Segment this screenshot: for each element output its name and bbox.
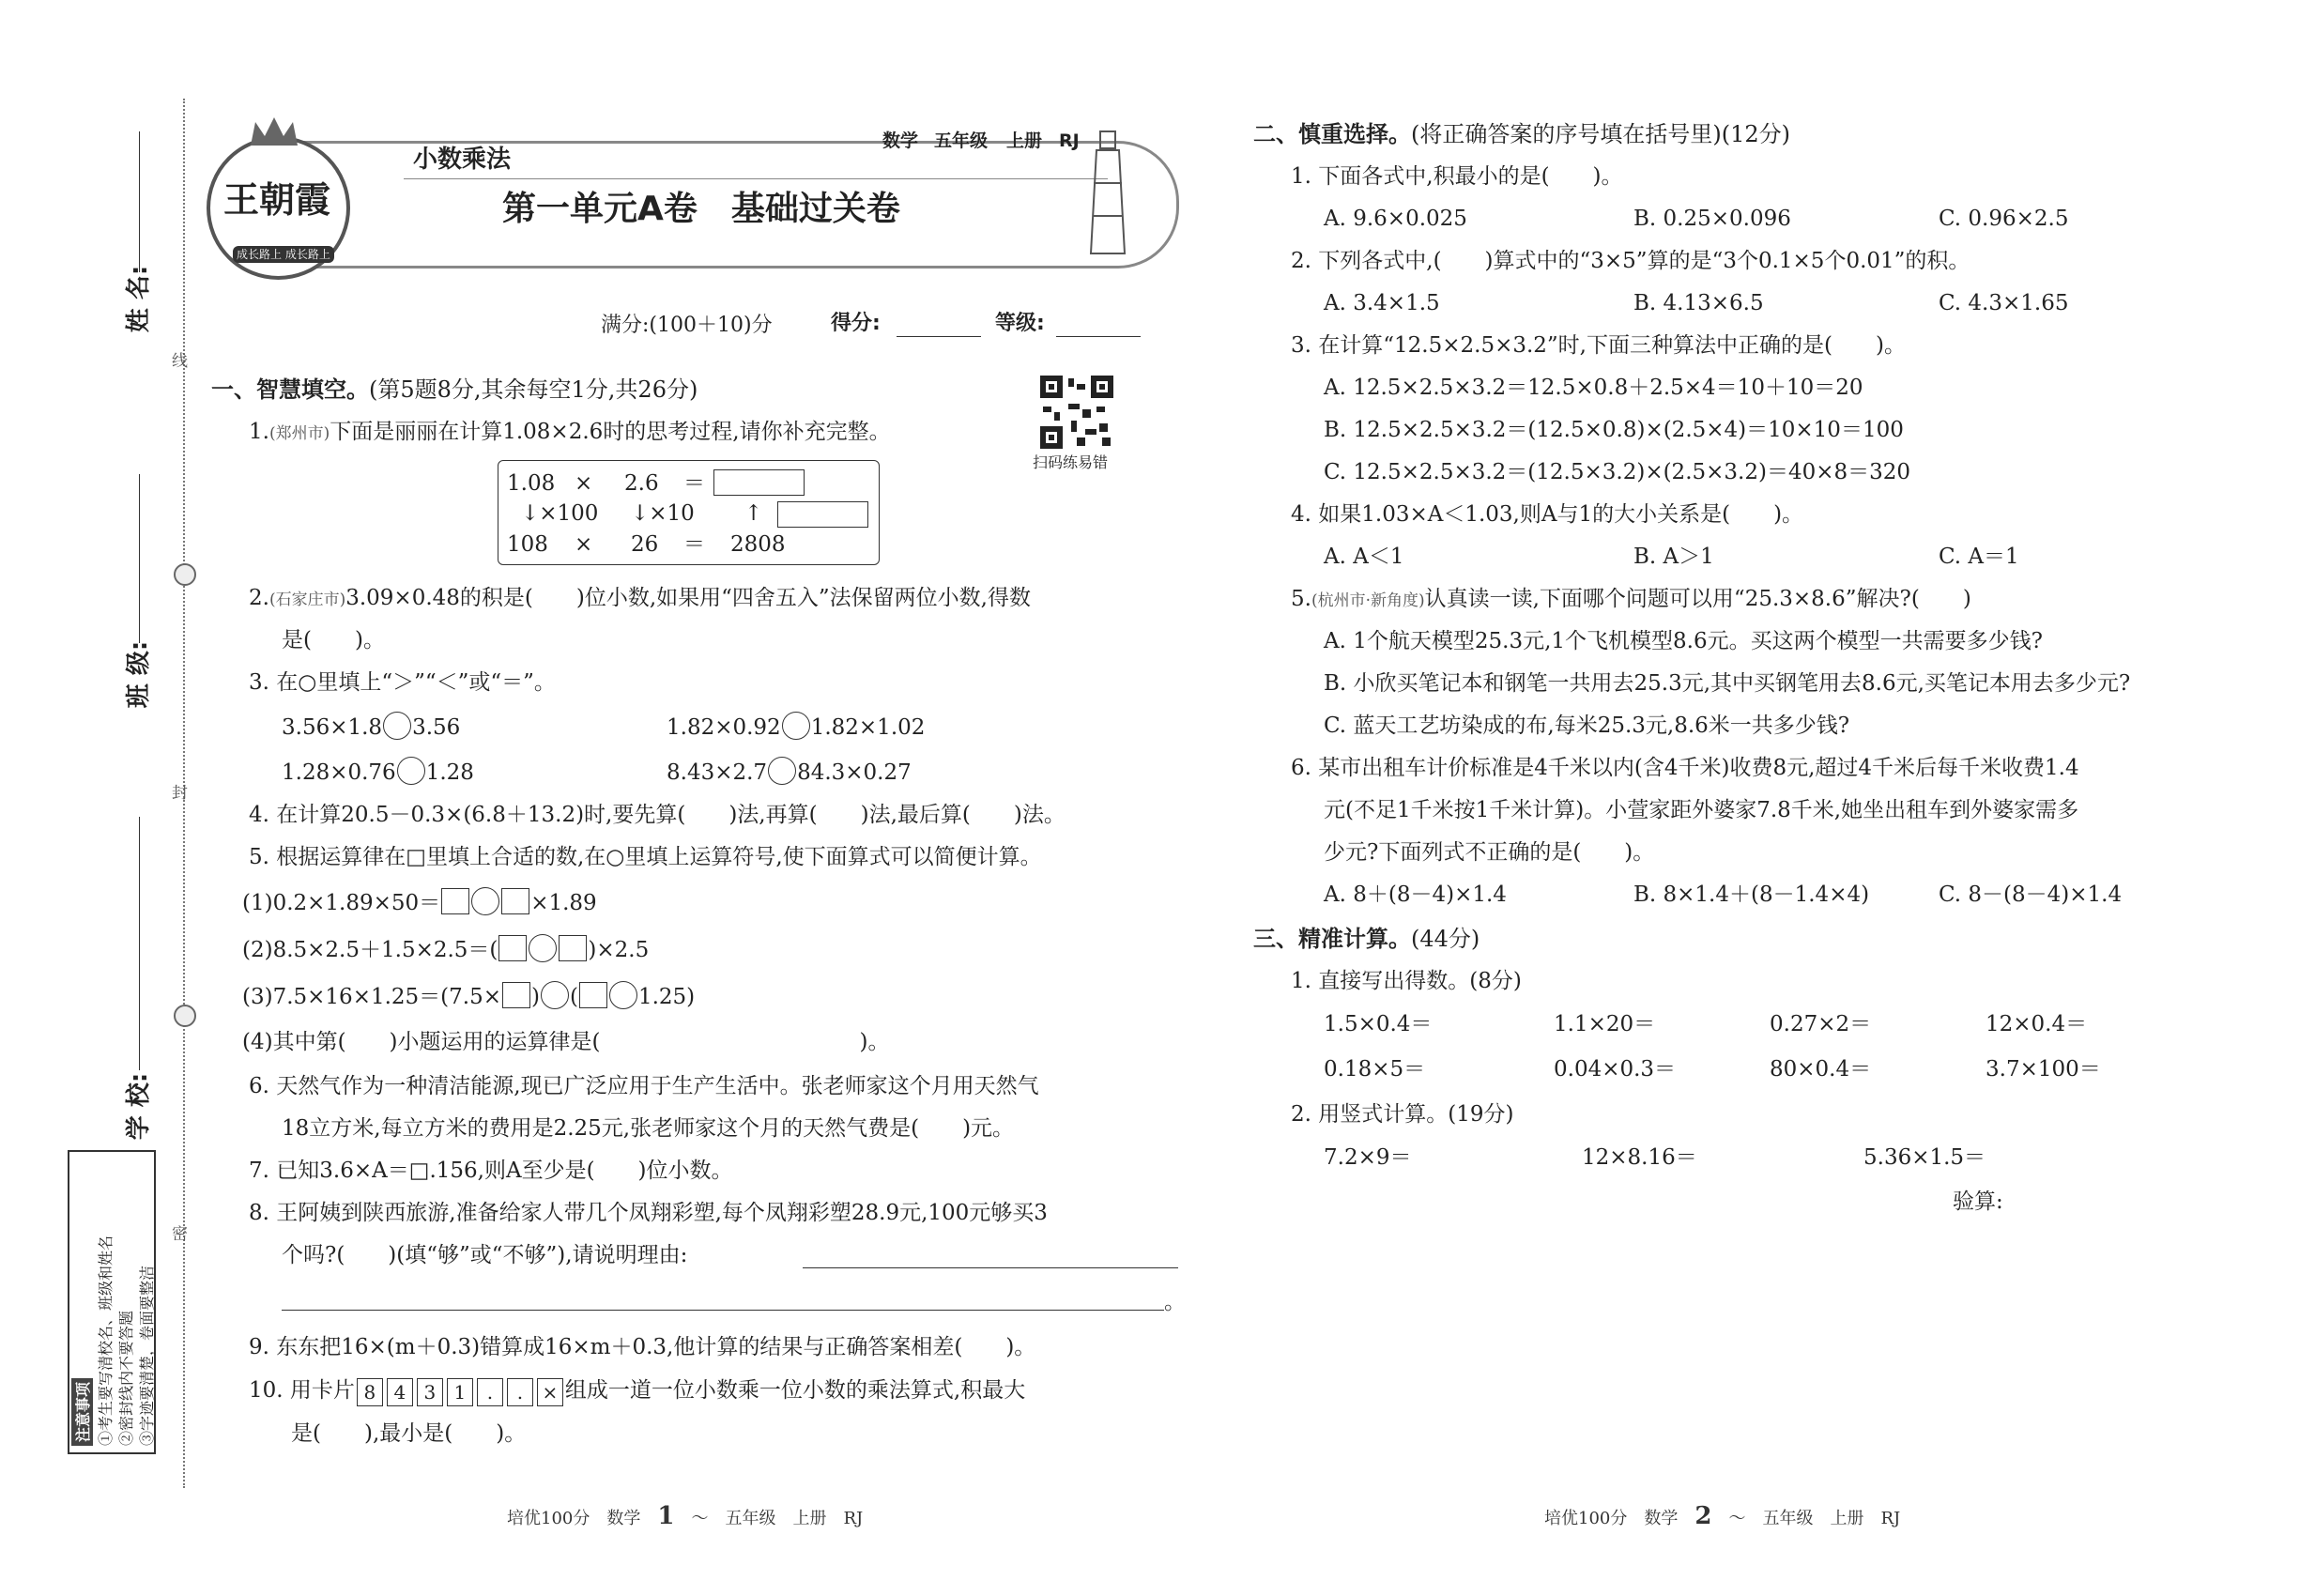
- grade-blank[interactable]: [1056, 336, 1141, 337]
- q8-answer-line-1[interactable]: [803, 1267, 1178, 1268]
- q9-line: 9. 东东把16×(m＋0.3)错算成16×m＋0.3,他计算的结果与正确答案相差( )。: [249, 1335, 1036, 1359]
- q5-3-start: (3)7.5×16×1.25＝(7.5×: [242, 985, 501, 1009]
- r-q2-b[interactable]: B. 4.13×6.5: [1633, 291, 1764, 315]
- r-q5-c[interactable]: C. 蓝天工艺坊染成的布,每米25.3元,8.6米一共多少钱?: [1324, 714, 1850, 738]
- brand-logo: 王朝霞: [223, 178, 331, 221]
- q2-line2: 是( )。: [282, 628, 385, 652]
- q3-d-right: 84.3×0.27: [797, 760, 912, 785]
- q8-line2: 个吗?( )(填“够”或“不够”),请说明理由:: [282, 1243, 688, 1267]
- q3-d-circle[interactable]: [768, 757, 796, 785]
- q5-3-end: 1.25): [637, 985, 696, 1009]
- q3-b: [667, 712, 925, 742]
- q1-r3-b: ×: [575, 532, 593, 557]
- footer-right-subject: 数学: [1644, 1509, 1679, 1528]
- r-q5-text: 认真读一读,下面哪个问题可以用“25.3×8.6”解决?( ): [1424, 587, 1971, 611]
- q10-card-times: ×: [537, 1378, 563, 1406]
- q3-b-left: 1.82×0.92: [667, 715, 781, 740]
- r-q6-a[interactable]: A. 8＋(8－4)×1.4: [1324, 882, 1507, 907]
- r-q6-line2: 元(不足1千米按1千米计算)。小萱家距外婆家7.8千米,她坐出租车到外婆家需多: [1324, 798, 2079, 822]
- q5-2-circle[interactable]: [529, 934, 557, 962]
- q3-b-right: 1.82×1.02: [810, 715, 926, 740]
- section3-title: [1253, 925, 1480, 953]
- q5-2-box-2[interactable]: [559, 935, 587, 961]
- c2-line: 2. 用竖式计算。(19分): [1291, 1102, 1514, 1127]
- r-q1-c[interactable]: C. 0.96×2.5: [1939, 207, 2069, 231]
- q5-3-open: (: [569, 985, 578, 1009]
- name-blank[interactable]: [139, 131, 140, 272]
- q1-number: 1.: [249, 420, 269, 444]
- footer-right-series: 培优100分: [1544, 1509, 1628, 1528]
- q8-end: 。: [1164, 1290, 1186, 1314]
- r-q4: 4. 如果1.03×A＜1.03,则A与1的大小关系是( )。: [1291, 502, 1804, 527]
- r-q5-tag: (杭州市·新角度): [1311, 591, 1425, 610]
- q1-tag: (郑州市): [268, 424, 330, 443]
- section3-heading: 三、精准计算。: [1253, 926, 1411, 952]
- q3-a-right: 3.56: [412, 715, 461, 740]
- q4-line: 4. 在计算20.5－0.3×(6.8＋13.2)时,要先算( )法,再算( )法,最后算( )法。: [249, 803, 1066, 827]
- notes-title: 注意事项: [71, 1378, 93, 1446]
- footer-right-grade: 五年级: [1762, 1509, 1814, 1528]
- q10-mid: 组成一道一位小数乘一位小数的乘法算式,积最大: [564, 1378, 1026, 1403]
- binding-hole-icon: [174, 1005, 196, 1027]
- q5-1-circle[interactable]: [471, 887, 499, 915]
- note-3: ③字迹要清楚，卷面要整洁: [138, 1265, 156, 1446]
- q1-r3-a: 108: [507, 532, 548, 557]
- q1-r2-b: ↓×10: [631, 501, 695, 526]
- q1-answer-box-2[interactable]: [777, 501, 868, 528]
- q5-3-box-2[interactable]: [579, 982, 607, 1008]
- q3-a-circle[interactable]: [383, 712, 411, 740]
- c2-item-2: 12×8.16＝: [1582, 1145, 1697, 1170]
- q1-r2-c: ↑: [744, 501, 763, 526]
- q3-line: 3. 在○里填上“＞”“＜”或“＝”。: [249, 670, 556, 695]
- r-q3-c[interactable]: C. 12.5×2.5×3.2＝(12.5×3.2)×(2.5×3.2)＝40×8＝320: [1324, 460, 1911, 484]
- brand-subtitle: 成长路上 成长路上: [233, 246, 334, 263]
- q5-3-circle-1[interactable]: [541, 981, 569, 1009]
- q10-card-1: 1: [447, 1378, 473, 1406]
- c1-item-4: 12×0.4＝: [1986, 1012, 2088, 1036]
- footer-left-edition: RJ: [843, 1509, 864, 1528]
- r-q6-line3: 少元?下面列式不正确的是( )。: [1324, 840, 1655, 865]
- seal-char-2: 封: [172, 784, 188, 803]
- note-1: ①考生要写清校名、班级和姓名: [97, 1235, 115, 1446]
- q1-answer-box-1[interactable]: [713, 469, 805, 496]
- q2-text: 3.09×0.48的积是( )位小数,如果用“四舍五入”法保留两位小数,得数: [345, 586, 1031, 610]
- footer-left-swoosh-icon: ～: [674, 1509, 726, 1528]
- q10-card-4: 4: [387, 1378, 413, 1406]
- q1-r2-a: ↓×100: [521, 501, 599, 526]
- r-q6-b[interactable]: B. 8×1.4＋(8－1.4×4): [1633, 882, 1870, 907]
- r-q3: 3. 在计算“12.5×2.5×3.2”时,下面三种算法中正确的是( )。: [1291, 333, 1906, 358]
- c1-item-1: 1.5×0.4＝: [1324, 1012, 1433, 1036]
- q10-line1: [249, 1376, 1025, 1406]
- seal-char-3: 密: [172, 1225, 188, 1244]
- q3-c: [282, 757, 474, 787]
- class-blank[interactable]: [139, 474, 140, 643]
- footer-right: [1544, 1502, 1900, 1533]
- meta-subject: 数学: [882, 130, 919, 151]
- q5-3: [242, 981, 695, 1011]
- q1-r1-d: ＝: [683, 471, 705, 496]
- q1-r1-c: 2.6: [624, 471, 659, 496]
- q8-line1: 8. 王阿姨到陕西旅游,准备给家人带几个凤翔彩塑,每个凤翔彩塑28.9元,100元够买3: [249, 1201, 1048, 1225]
- r-q4-a[interactable]: A. A＜1: [1324, 545, 1404, 569]
- footer-right-swoosh-icon: ～: [1711, 1509, 1763, 1528]
- r-q3-a[interactable]: A. 12.5×2.5×3.2＝12.5×0.8＋2.5×4＝10＋10＝20: [1324, 376, 1863, 400]
- c1-item-2: 1.1×20＝: [1554, 1012, 1656, 1036]
- q8-answer-line-2[interactable]: [282, 1310, 1164, 1311]
- c2-item-3: 5.36×1.5＝: [1863, 1145, 1986, 1170]
- r-q2: 2. 下列各式中,( )算式中的“3×5”算的是“3个0.1×5个0.01”的积。: [1291, 249, 1970, 273]
- q10-line2: 是( ),最小是( )。: [291, 1421, 527, 1446]
- footer-left-term: 上册: [792, 1509, 827, 1528]
- r-q5-a[interactable]: A. 1个航天模型25.3元,1个飞机模型8.6元。买这两个模型一共需要多少钱?: [1324, 629, 2043, 653]
- score-label: 得分:: [831, 312, 881, 335]
- section3-note: (44分): [1411, 926, 1480, 952]
- c1-item-7: 80×0.4＝: [1770, 1057, 1872, 1082]
- footer-right-edition: RJ: [1880, 1509, 1901, 1528]
- footer-left-page-number: 1: [657, 1502, 675, 1530]
- qr-caption: 扫码练易错: [1033, 453, 1109, 471]
- score-blank[interactable]: [897, 336, 981, 337]
- r-q1-b[interactable]: B. 0.25×0.096: [1633, 207, 1791, 231]
- q5-1: [242, 887, 597, 917]
- q2-number: 2.: [249, 586, 269, 610]
- q5-2-box-1[interactable]: [498, 935, 527, 961]
- q5-3-close: ): [531, 985, 540, 1009]
- q5-2-start: (2)8.5×2.5＋1.5×2.5＝(: [242, 938, 498, 962]
- subject-underline: [404, 178, 1108, 179]
- footer-left-grade: 五年级: [725, 1509, 776, 1528]
- q5-1-start: (1)0.2×1.89×50＝: [242, 891, 441, 915]
- r-q5-b[interactable]: B. 小欣买笔记本和钢笔一共用去25.3元,其中买钢笔用去8.6元,买笔记本用去多少元?: [1324, 671, 2131, 696]
- q1-text: 下面是丽丽在计算1.08×2.6时的思考过程,请你补充完整。: [330, 420, 891, 444]
- section2-note: (将正确答案的序号填在括号里)(12分): [1411, 121, 1790, 147]
- q3-b-circle[interactable]: [782, 712, 810, 740]
- check-label: 验算:: [1953, 1189, 2003, 1214]
- q5-1-end: ×1.89: [530, 891, 597, 915]
- q5-2-end: )×2.5: [588, 938, 650, 962]
- q2-line: [249, 584, 1031, 614]
- lighthouse-icon: [1080, 127, 1136, 258]
- q5-line: 5. 根据运算律在□里填上合适的数,在○里填上运算符号,使下面算式可以简便计算。: [249, 845, 1042, 869]
- q3-a-left: 3.56×1.8: [282, 715, 383, 740]
- footer-right-page-number: 2: [1694, 1502, 1712, 1530]
- footer-left-subject: 数学: [606, 1509, 641, 1528]
- c1-item-6: 0.04×0.3＝: [1554, 1057, 1677, 1082]
- q3-c-circle[interactable]: [397, 757, 425, 785]
- q1-r1-a: 1.08: [507, 471, 556, 496]
- r-q5-number: 5.: [1291, 587, 1311, 611]
- q5-3-circle-2[interactable]: [609, 981, 637, 1009]
- class-label: 班 级:: [125, 640, 154, 709]
- r-q6-c[interactable]: C. 8－(8－4)×1.4: [1939, 882, 2123, 907]
- q1-r3-e: 2808: [730, 532, 786, 557]
- meta-grade: 五年级: [934, 130, 989, 151]
- grade-label: 等级:: [995, 312, 1045, 335]
- r-q6-line1: 6. 某市出租车计价标准是4千米以内(含4千米)收费8元,超过4千米后每千米收费1.4: [1291, 756, 2079, 780]
- r-q2-c[interactable]: C. 4.3×1.65: [1939, 291, 2069, 315]
- crown-icon: [246, 113, 302, 150]
- section1-title: [211, 376, 698, 404]
- school-blank[interactable]: [139, 817, 140, 1070]
- q5-1-box-1[interactable]: [441, 888, 469, 914]
- q5-2: [242, 934, 649, 964]
- r-q4-c[interactable]: C. A＝1: [1939, 545, 2019, 569]
- seal-char-1: 线: [172, 352, 188, 371]
- subject-tag: 小数乘法: [413, 146, 512, 174]
- q3-c-left: 1.28×0.76: [282, 760, 396, 785]
- q2-tag: (石家庄市): [268, 591, 346, 609]
- q1-r3-d: ＝: [683, 532, 705, 557]
- q10-card-dot-2: .: [507, 1378, 533, 1406]
- page-title: 第一单元A卷 基础过关卷: [502, 190, 900, 228]
- q10-card-dot-1: .: [477, 1378, 503, 1406]
- q6-line1: 6. 天然气作为一种清洁能源,现已广泛应用于生产生活中。张老师家这个月用天然气: [249, 1074, 1039, 1098]
- q1-r1-b: ×: [575, 471, 593, 496]
- full-score: 满分:(100＋10)分: [601, 314, 773, 337]
- q5-3-box-1[interactable]: [502, 982, 530, 1008]
- q3-d: [667, 757, 912, 787]
- r-q1: 1. 下面各式中,积最小的是( )。: [1291, 164, 1623, 189]
- q3-d-left: 8.43×2.7: [667, 760, 768, 785]
- section1-note: (第5题8分,其余每空1分,共26分): [369, 376, 698, 403]
- q1-line: [249, 418, 891, 448]
- section2-heading: 二、慎重选择。: [1253, 121, 1411, 147]
- q5-1-box-2[interactable]: [501, 888, 529, 914]
- r-q4-b[interactable]: B. A＞1: [1633, 545, 1714, 569]
- r-q1-a[interactable]: A. 9.6×0.025: [1324, 207, 1467, 231]
- r-q2-a[interactable]: A. 3.4×1.5: [1324, 291, 1440, 315]
- binding-hole-icon: [174, 563, 196, 586]
- c1-line: 1. 直接写出得数。(8分): [1291, 969, 1522, 993]
- name-label: 姓 名:: [125, 265, 154, 333]
- section2-title: [1253, 120, 1790, 148]
- footer-left: [507, 1502, 863, 1533]
- q10-start: 10. 用卡片: [249, 1378, 355, 1403]
- note-2: ②密封线内不要答题: [117, 1310, 135, 1446]
- c1-item-5: 0.18×5＝: [1324, 1057, 1426, 1082]
- q7-line: 7. 已知3.6×A＝□.156,则A至少是( )位小数。: [249, 1159, 733, 1183]
- meta-term: 上册: [1006, 130, 1043, 151]
- meta-edition: RJ: [1059, 130, 1080, 151]
- section1-heading: 一、智慧填空。: [211, 376, 369, 403]
- q1-r3-c: 26: [631, 532, 659, 557]
- c1-item-3: 0.27×2＝: [1770, 1012, 1872, 1036]
- footer-left-series: 培优100分: [507, 1509, 590, 1528]
- q5-4: (4)其中第( )小题运用的运算律是( )。: [242, 1030, 890, 1054]
- c2-item-1: 7.2×9＝: [1324, 1145, 1412, 1170]
- q3-a: [282, 712, 460, 742]
- q3-c-right: 1.28: [425, 760, 474, 785]
- q10-card-3: 3: [417, 1378, 443, 1406]
- school-label: 学 校:: [125, 1072, 154, 1141]
- qr-code-icon[interactable]: [1040, 376, 1113, 449]
- q10-card-8: 8: [357, 1378, 383, 1406]
- r-q3-b[interactable]: B. 12.5×2.5×3.2＝(12.5×0.8)×(2.5×4)＝10×10＝100: [1324, 418, 1904, 442]
- r-q5: [1291, 585, 1971, 615]
- footer-right-term: 上册: [1830, 1509, 1864, 1528]
- c1-item-8: 3.7×100＝: [1986, 1057, 2101, 1082]
- q6-line2: 18立方米,每立方米的费用是2.25元,张老师家这个月的天然气费是( )元。: [282, 1116, 1015, 1141]
